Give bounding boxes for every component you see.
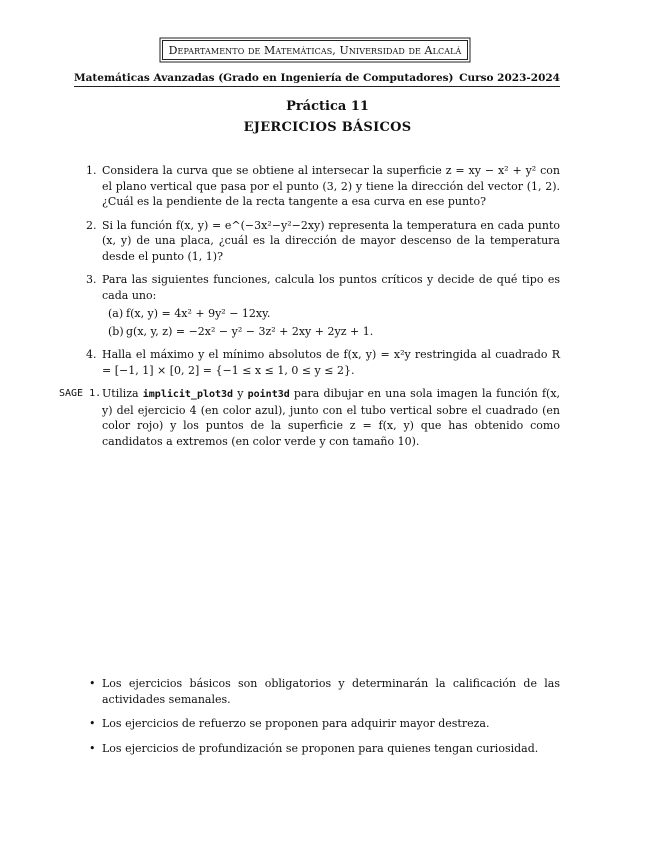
subitem-label: (b): [108, 324, 124, 338]
exercise-number: 4.: [86, 348, 97, 361]
subitem-label: (a): [108, 307, 124, 320]
sage-text-2: y: [237, 387, 244, 400]
subitem-text: f(x, y) = 4x² + 9y² − 12xy.: [126, 307, 271, 320]
exercise-list: [59, 163, 561, 457]
note-text: Los ejercicios de refuerzo se proponen para adquirir mayor destreza.: [102, 717, 490, 730]
subitem-a: [102, 306, 560, 322]
department-box: [162, 40, 468, 60]
exercise-3: [86, 272, 560, 339]
note-text: Los ejercicios de profundización se proponen para quienes tengan curiosidad.: [102, 741, 539, 755]
exercise-number: 3.: [86, 273, 97, 286]
exercise-4: [86, 347, 560, 378]
course-year: Curso 2023-2024: [459, 72, 560, 84]
sage-label: SAGE 1.: [59, 388, 102, 399]
course-name: Matemáticas Avanzadas (Grado en Ingeniería de Computadores): [74, 72, 454, 84]
course-header: [74, 72, 560, 87]
code-point3d: point3d: [247, 389, 290, 400]
bullet-icon: •: [89, 717, 96, 730]
exercise-text: Si la función f(x, y) = e^(−3x²−y²−2xy) representa la temperatura en cada punto (x, y) de una placa, ¿cuál es la dirección de mayor descenso de la temperatura desde el punto (1, 1)?: [102, 218, 560, 263]
exercise-1: [86, 163, 560, 210]
exercise-number: 1.: [86, 164, 97, 177]
subitem-text: g(x, y, z) = −2x² − y² − 3z² + 2xy + 2yz + 1.: [126, 324, 374, 338]
notes-list: [89, 676, 560, 765]
exercise-text: Considera la curva que se obtiene al intersecar la superficie z = xy − x² + y² con el plano vertical que pasa por el punto (3, 2) y tiene la dirección del vector (1, 2). ¿Cuál es la pendiente de la recta tangente a esa curva en ese punto?: [102, 164, 560, 208]
exercise-text: Halla el máximo y el mínimo absolutos de f(x, y) = x²y restringida al cuadrado R = [−1, 1] × [0, 2] = {−1 ≤ x ≤ 1, 0 ≤ y ≤ 2}.: [102, 348, 560, 377]
note-item: [89, 716, 560, 732]
department-name: Departamento de Matemáticas, Universidad de Alcalá: [168, 43, 462, 57]
note-item: [89, 676, 560, 707]
bullet-icon: •: [89, 741, 96, 755]
exercise-2: [86, 218, 560, 265]
sage-text-1: Utiliza: [102, 387, 139, 400]
code-implicit-plot3d: implicit_plot3d: [142, 389, 234, 400]
practice-title: Práctica 11: [286, 99, 369, 114]
subitem-b: [102, 324, 560, 340]
note-text: Los ejercicios básicos son obligatorios y determinarán la calificación de las actividades semanales.: [102, 677, 560, 706]
exercise-text: Para las siguientes funciones, calcula los puntos críticos y decide de qué tipo es cada uno:: [102, 273, 560, 302]
practice-subtitle: EJERCICIOS BÁSICOS: [243, 120, 412, 135]
exercise-subitems: [102, 306, 560, 339]
note-item: [89, 741, 560, 757]
bullet-icon: •: [89, 677, 96, 690]
sage-exercise-1: [59, 386, 561, 449]
sage-text-3: para dibujar en una sola imagen la función f(x, y) del ejercicio 4 (en color azul), junto con el tubo vertical sobre el cuadrado (en color rojo) y los puntos de la superficie z = f(x, y) que has obtenido como candidatos a extremos (en color verde y con tamaño 10).: [102, 387, 561, 448]
exercise-number: 2.: [86, 218, 97, 232]
